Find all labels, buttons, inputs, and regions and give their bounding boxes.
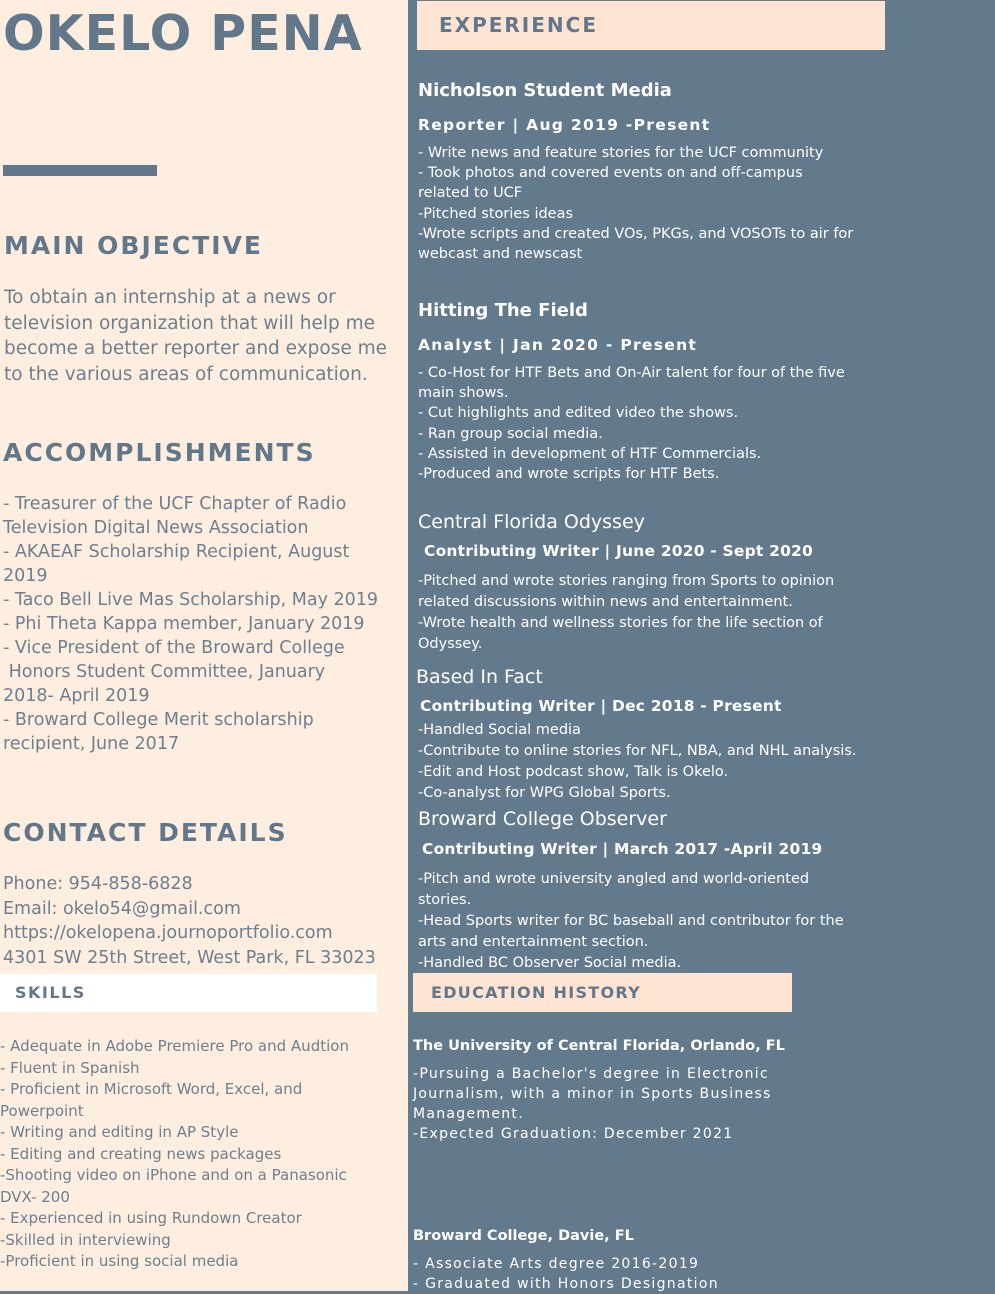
job-org: Based In Fact <box>416 666 543 688</box>
objective-text: To obtain an internship at a news or television organization that will help me become a better reporter and expose me to the various areas of communication. <box>4 287 388 385</box>
list-item: - Ran group social media. <box>418 425 603 442</box>
experience-heading: EXPERIENCE <box>439 13 598 37</box>
list-item: -Shooting video on iPhone and on a Panasonic <box>0 1166 347 1184</box>
job-role: Contributing Writer | Dec 2018 - Present <box>420 697 782 715</box>
experience-heading-box <box>417 1 885 50</box>
list-item: DVX- 200 <box>0 1187 70 1206</box>
job-org: Broward College Observer <box>418 808 667 830</box>
list-item: Journalism, with a minor in Sports Business <box>413 1086 772 1102</box>
list-item: -Co-analyst for WPG Global Sports. <box>418 785 671 801</box>
name-underline-bar <box>3 165 157 176</box>
list-item: - Editing and creating news packages <box>0 1144 282 1163</box>
list-item: Management. <box>413 1106 524 1122</box>
list-item: -Pursuing a Bachelor's degree in Electronic <box>413 1066 769 1082</box>
list-item: main shows. <box>418 385 509 402</box>
list-item: - Experienced in using Rundown Creator <box>0 1209 302 1227</box>
list-item: -Head Sports writer for BC baseball and contributor for the <box>418 913 844 929</box>
list-item: - Proficient in Microsoft Word, Excel, and <box>0 1080 303 1098</box>
list-item: -Wrote scripts and created VOs, PKGs, and VOSOTs to air for <box>418 225 854 242</box>
contact-website[interactable]: https://okelopena.journoportfolio.com <box>3 923 333 943</box>
accomplishments-list <box>3 492 403 756</box>
list-item: -Pitched stories ideas <box>418 205 574 222</box>
list-item: -Expected Graduation: December 2021 <box>413 1126 734 1142</box>
left-column <box>0 0 408 1291</box>
list-item: -Pitched and wrote stories ranging from Sports to opinion <box>418 573 835 589</box>
contact-phone: Phone: 954-858-6828 <box>3 874 193 894</box>
list-item: - Assisted in development of HTF Commercials. <box>418 445 762 462</box>
list-item: - Took photos and covered events on and off-campus <box>418 165 803 182</box>
contact-list <box>3 872 376 970</box>
list-item: -Handled Social media <box>418 722 581 738</box>
list-item: arts and entertainment section. <box>418 934 649 950</box>
job-description <box>418 363 845 484</box>
list-item: - Broward College Merit scholarship <box>3 710 314 730</box>
list-item: - Write news and feature stories for the UCF community <box>418 145 824 161</box>
list-item: - Associate Arts degree 2016-2019 <box>413 1256 700 1272</box>
list-item: related to UCF <box>418 185 523 202</box>
job-org: Nicholson Student Media <box>418 80 672 101</box>
list-item: - Phi Theta Kappa member, January 2019 <box>3 614 365 634</box>
skills-list <box>0 1036 349 1273</box>
objective-heading: MAIN OBJECTIVE <box>4 231 263 260</box>
job-description <box>418 571 834 655</box>
list-item: -Contribute to online stories for NFL, NBA, and NHL analysis. <box>418 743 857 759</box>
list-item: - Adequate in Adobe Premiere Pro and Audtion <box>0 1037 349 1055</box>
job-role: Reporter | Aug 2019 -Present <box>418 116 711 134</box>
list-item: - Graduated with Honors Designation <box>413 1276 719 1292</box>
job-role: Contributing Writer | March 2017 -April 2019 <box>422 840 823 858</box>
education-heading-box <box>413 973 792 1012</box>
list-item: -Wrote health and wellness stories for the life section of <box>418 615 823 631</box>
list-item: - AKAEAF Scholarship Recipient, August <box>3 542 350 562</box>
education-heading: EDUCATION HISTORY <box>431 983 642 1002</box>
list-item: Odyssey. <box>418 636 483 652</box>
list-item: - Vice President of the Broward College <box>3 638 345 658</box>
list-item: -Proficient in using social media <box>0 1252 239 1270</box>
school-name: The University of Central Florida, Orlando, FL <box>413 1038 785 1054</box>
school-description <box>413 1254 719 1294</box>
list-item: - Taco Bell Live Mas Scholarship, May 2019 <box>3 590 379 610</box>
accomplishments-heading: ACCOMPLISHMENTS <box>3 438 316 467</box>
list-item: recipient, June 2017 <box>3 734 180 754</box>
skills-heading-box <box>0 974 377 1012</box>
resume-name: OKELO PENA <box>3 5 363 62</box>
list-item: -Handled BC Observer Social media. <box>418 955 682 971</box>
job-description <box>418 869 844 974</box>
list-item: - Cut highlights and edited video the shows. <box>418 405 739 422</box>
school-description <box>413 1064 772 1144</box>
job-org: Central Florida Odyssey <box>418 511 645 533</box>
list-item: -Edit and Host podcast show, Talk is Okelo. <box>418 764 729 780</box>
list-item: - Fluent in Spanish <box>0 1058 140 1077</box>
list-item: related discussions within news and entertainment. <box>418 594 793 610</box>
list-item: Honors Student Committee, January <box>3 662 326 682</box>
contact-address: 4301 SW 25th Street, West Park, FL 33023 <box>3 947 376 968</box>
list-item: - Co-Host for HTF Bets and On-Air talent for four of the five <box>418 365 845 381</box>
list-item: - Writing and editing in AP Style <box>0 1123 239 1141</box>
list-item: - Treasurer of the UCF Chapter of Radio <box>3 494 347 514</box>
list-item: stories. <box>418 892 472 908</box>
job-org: Hitting The Field <box>418 300 588 321</box>
list-item: -Produced and wrote scripts for HTF Bets. <box>418 466 720 483</box>
list-item: 2019 <box>3 566 48 586</box>
contact-heading: CONTACT DETAILS <box>3 818 288 847</box>
list-item: Powerpoint <box>0 1101 84 1120</box>
job-description <box>418 143 853 264</box>
list-item: -Pitch and wrote university angled and world-oriented <box>418 871 810 887</box>
job-role: Analyst | Jan 2020 - Present <box>418 336 698 354</box>
contact-email[interactable]: Email: okelo54@gmail.com <box>3 898 241 919</box>
list-item: -Skilled in interviewing <box>0 1230 171 1249</box>
list-item: webcast and newscast <box>418 246 583 263</box>
school-name: Broward College, Davie, FL <box>413 1228 634 1244</box>
job-description <box>418 720 857 804</box>
list-item: Television Digital News Association <box>3 518 309 538</box>
skills-heading: SKILLS <box>15 983 86 1002</box>
list-item: 2018- April 2019 <box>3 686 150 706</box>
job-role: Contributing Writer | June 2020 - Sept 2020 <box>424 542 814 560</box>
